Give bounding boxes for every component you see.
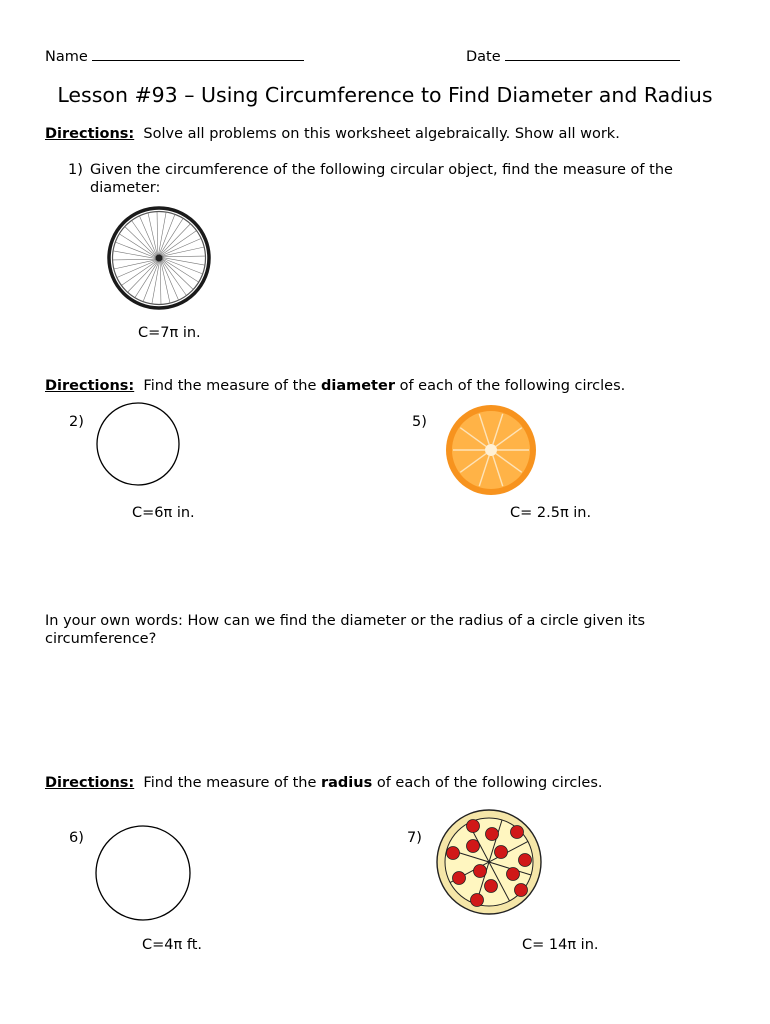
name-blank[interactable]: [92, 46, 304, 61]
question-1: [68, 161, 718, 197]
q5-circumference: C= 2.5π in.: [510, 505, 592, 521]
pizza-icon: [435, 808, 543, 916]
name-label: Name: [45, 49, 88, 65]
directions-1: [45, 125, 620, 143]
question-number: 7): [407, 830, 422, 846]
directions-keyword: radius: [320, 775, 373, 791]
question-number: 2): [69, 414, 84, 430]
directions-text: Solve all problems on this worksheet algebraically. Show all work.: [143, 126, 620, 142]
directions-2: [45, 377, 625, 395]
q2-circumference: C=6π in.: [132, 505, 195, 521]
directions-text: Find the measure of the: [143, 378, 317, 394]
directions-label: Directions:: [45, 126, 135, 142]
directions-text-end: of each of the following circles.: [399, 378, 626, 394]
question-number: 5): [412, 414, 427, 430]
directions-3: [45, 774, 603, 792]
q7-circumference: C= 14π in.: [522, 937, 599, 953]
directions-text: Find the measure of the: [143, 775, 317, 791]
directions-label: Directions:: [45, 775, 135, 791]
name-field[interactable]: [45, 46, 304, 66]
orange-slice-icon: [444, 403, 538, 497]
question-text: Given the circumference of the following circular object, find the measure of the diameter:: [90, 162, 673, 196]
q6-circumference: C=4π ft.: [142, 937, 202, 953]
page-title: Lesson #93 – Using Circumference to Find Diameter and Radius: [57, 83, 713, 107]
directions-keyword: diameter: [320, 378, 395, 394]
directions-label: Directions:: [45, 378, 135, 394]
date-blank[interactable]: [505, 46, 680, 61]
question-number: 6): [69, 830, 84, 846]
q1-circumference: C=7π in.: [138, 325, 201, 341]
question-number: 1): [68, 162, 83, 178]
date-label: Date: [466, 49, 501, 65]
directions-text-end: of each of the following circles.: [376, 775, 603, 791]
own-words-prompt: In your own words: How can we find the diameter or the radius of a circle given its circumference?: [45, 613, 646, 647]
circle-diagram: [93, 823, 193, 923]
circle-diagram: [94, 400, 182, 488]
bicycle-wheel-icon: [106, 205, 212, 311]
date-field[interactable]: [466, 46, 680, 66]
